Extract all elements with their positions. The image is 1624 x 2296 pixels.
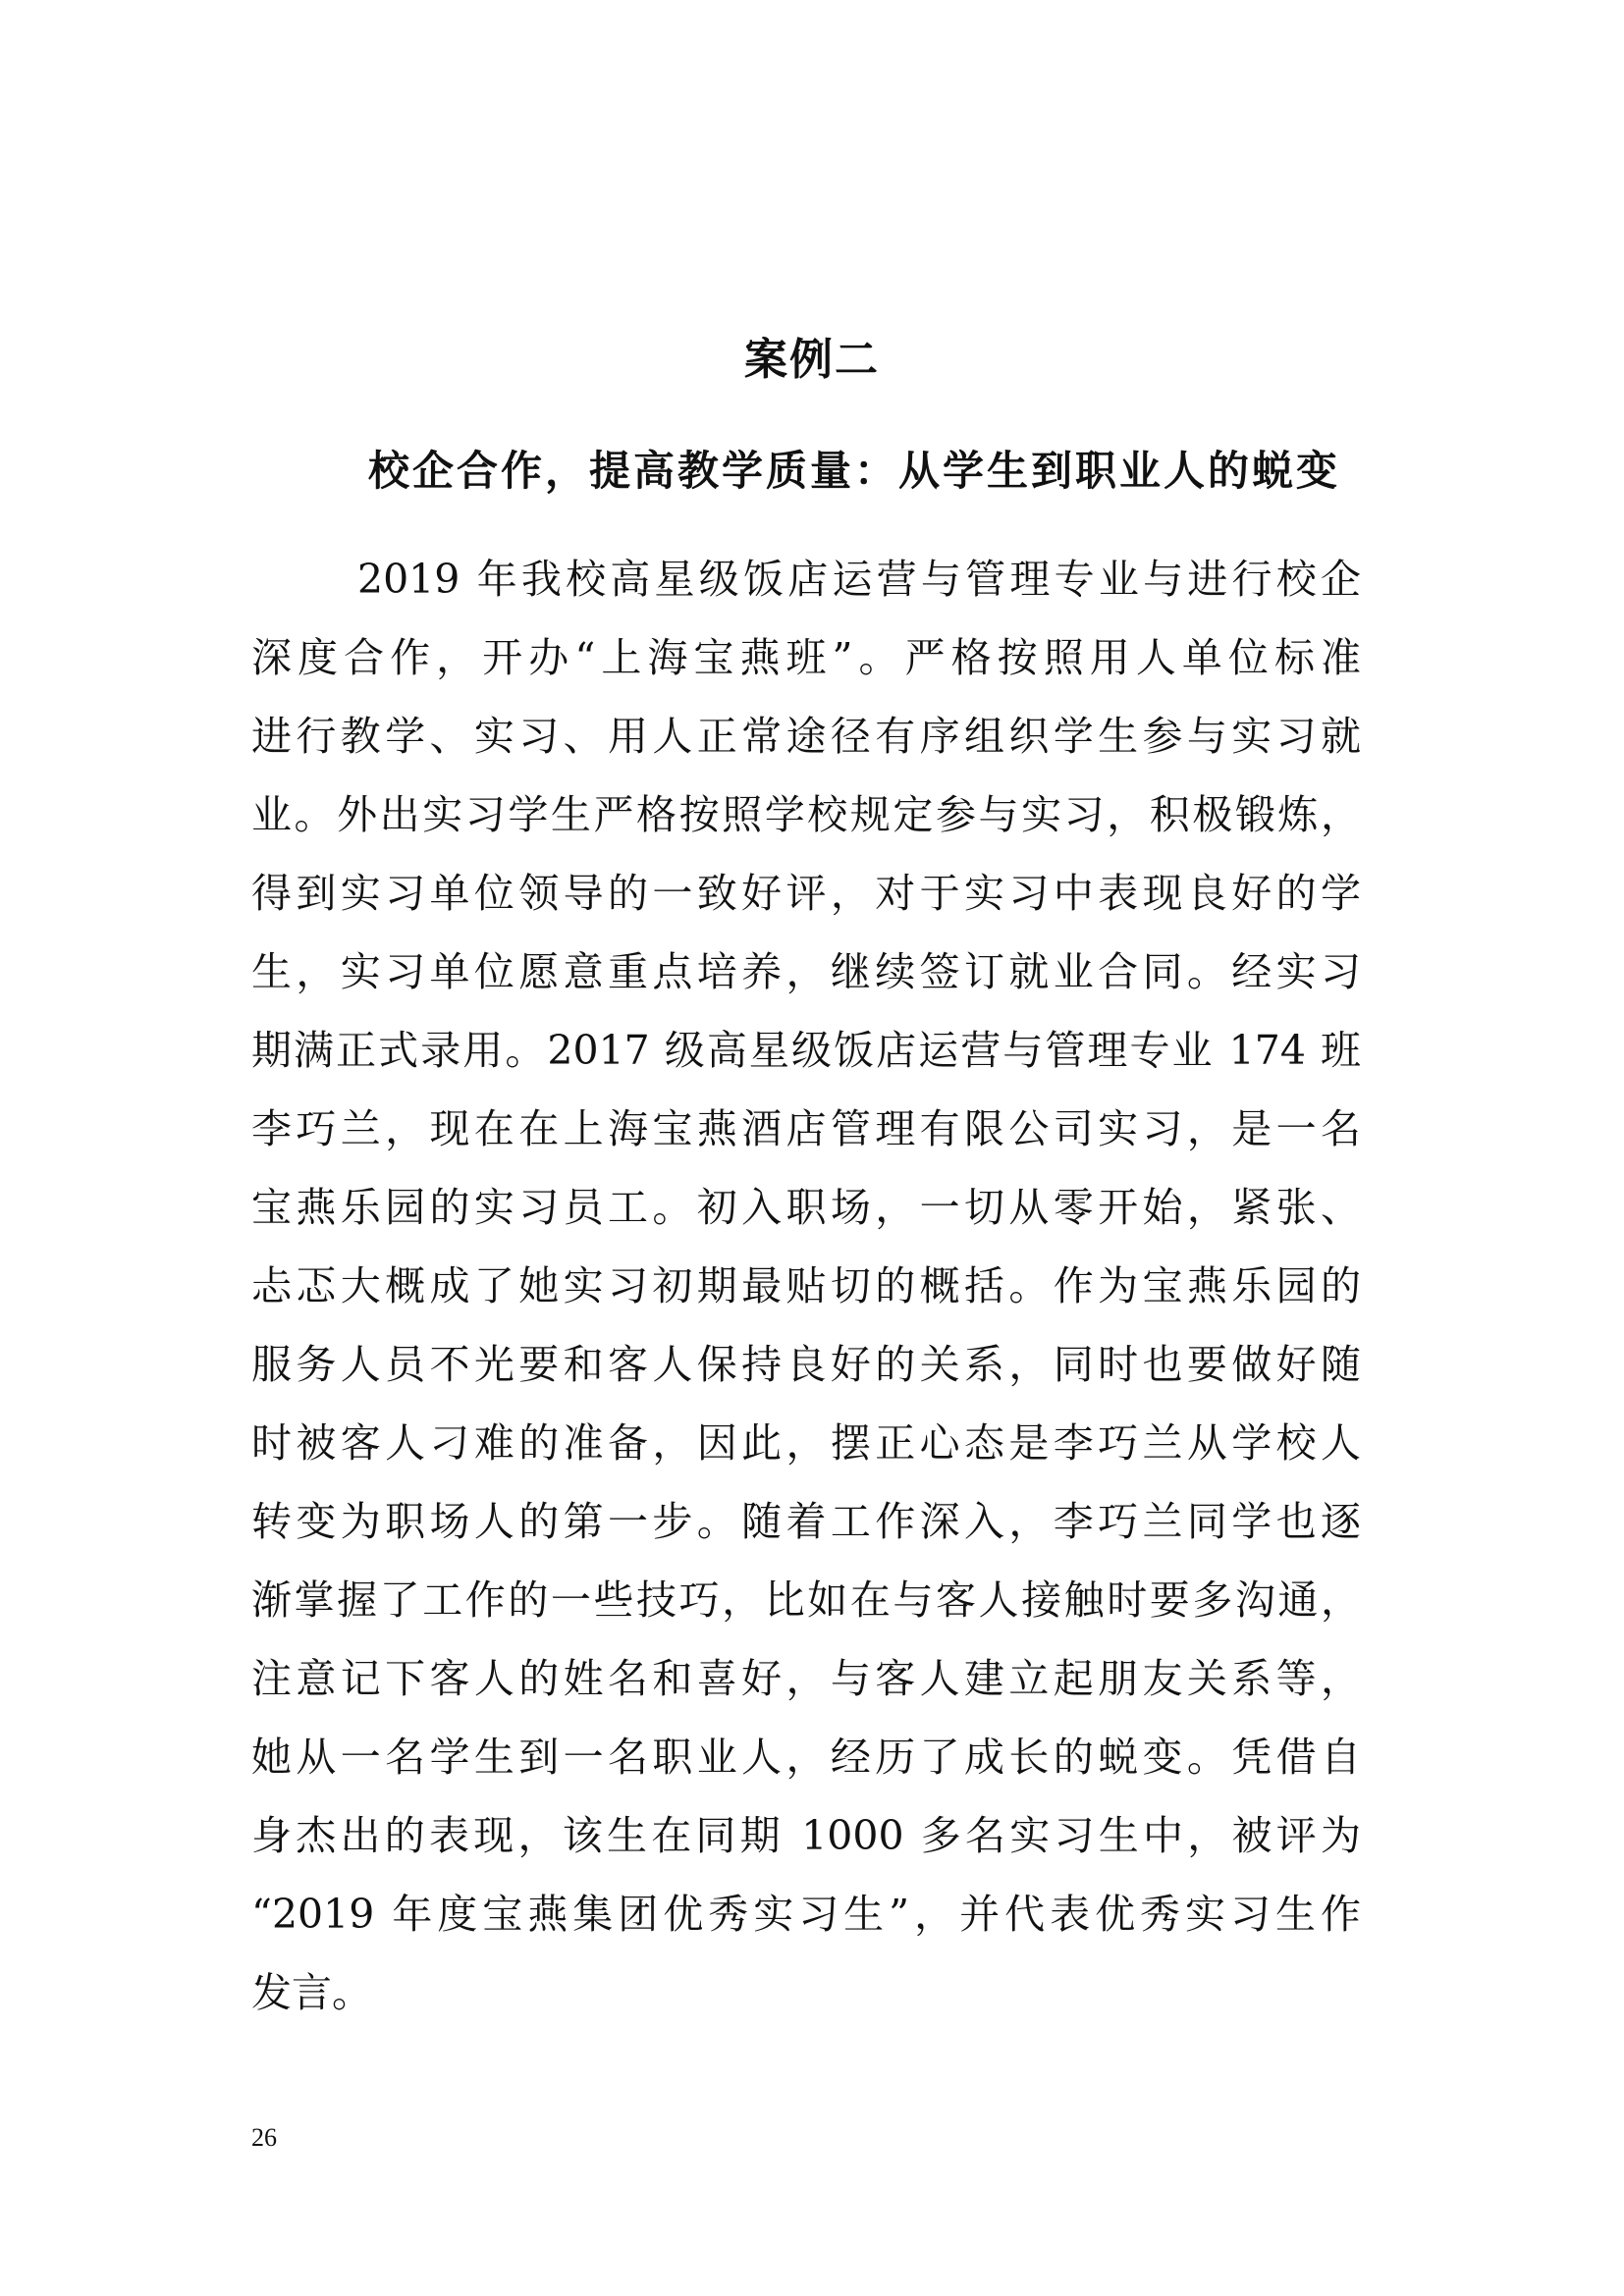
paragraph-line: 转变为职场人的第一步。随着工作深入，李巧兰同学也逐 <box>251 1498 1361 1545</box>
paragraph-line: 期满正式录用。2017 级高星级饭店运营与管理专业 174 班 <box>251 1027 1361 1074</box>
body-paragraph <box>251 540 1361 2032</box>
paragraph-line: “2019 年度宝燕集团优秀实习生”，并代表优秀实习生作 <box>251 1891 1361 1938</box>
paragraph-line: 得到实习单位领导的一致好评，对于实习中表现良好的学 <box>251 870 1361 917</box>
paragraph-line: 生，实习单位愿意重点培养，继续签订就业合同。经实习 <box>251 948 1361 995</box>
paragraph-line: 进行教学、实习、用人正常途径有序组织学生参与实习就 <box>251 713 1361 760</box>
paragraph-line: 宝燕乐园的实习员工。初入职场，一切从零开始，紧张、 <box>251 1184 1361 1231</box>
paragraph-line: 忐忑大概成了她实习初期最贴切的概括。作为宝燕乐园的 <box>251 1262 1361 1309</box>
paragraph-line: 注意记下客人的姓名和喜好，与客人建立起朋友关系等， <box>251 1655 1361 1702</box>
paragraph-line: 深度合作，开办“上海宝燕班”。严格按照用人单位标准 <box>251 634 1361 681</box>
page-number: 26 <box>251 2123 277 2152</box>
paragraph-line: 身杰出的表现，该生在同期 1000 多名实习生中，被评为 <box>251 1812 1361 1859</box>
paragraph-line: 时被客人刁难的准备，因此，摆正心态是李巧兰从学校人 <box>251 1419 1361 1467</box>
paragraph-line: 2019 年我校高星级饭店运营与管理专业与进行校企 <box>357 556 1361 603</box>
paragraph-line: 渐掌握了工作的一些技巧，比如在与客人接触时要多沟通， <box>251 1576 1361 1624</box>
paragraph-line: 服务人员不光要和客人保持良好的关系，同时也要做好随 <box>251 1341 1361 1388</box>
paragraph-line: 业。外出实习学生严格按照学校规定参与实习，积极锻炼， <box>251 791 1361 838</box>
paragraph-line: 她从一名学生到一名职业人，经历了成长的蜕变。凭借自 <box>251 1734 1361 1781</box>
paragraph-line: 李巧兰，现在在上海宝燕酒店管理有限公司实习，是一名 <box>251 1105 1361 1152</box>
case-heading: 案例二 <box>744 335 880 385</box>
paragraph-line: 发言。 <box>251 1969 372 2016</box>
case-subheading: 校企合作，提高教学质量：从学生到职业人的蜕变 <box>368 447 1341 495</box>
